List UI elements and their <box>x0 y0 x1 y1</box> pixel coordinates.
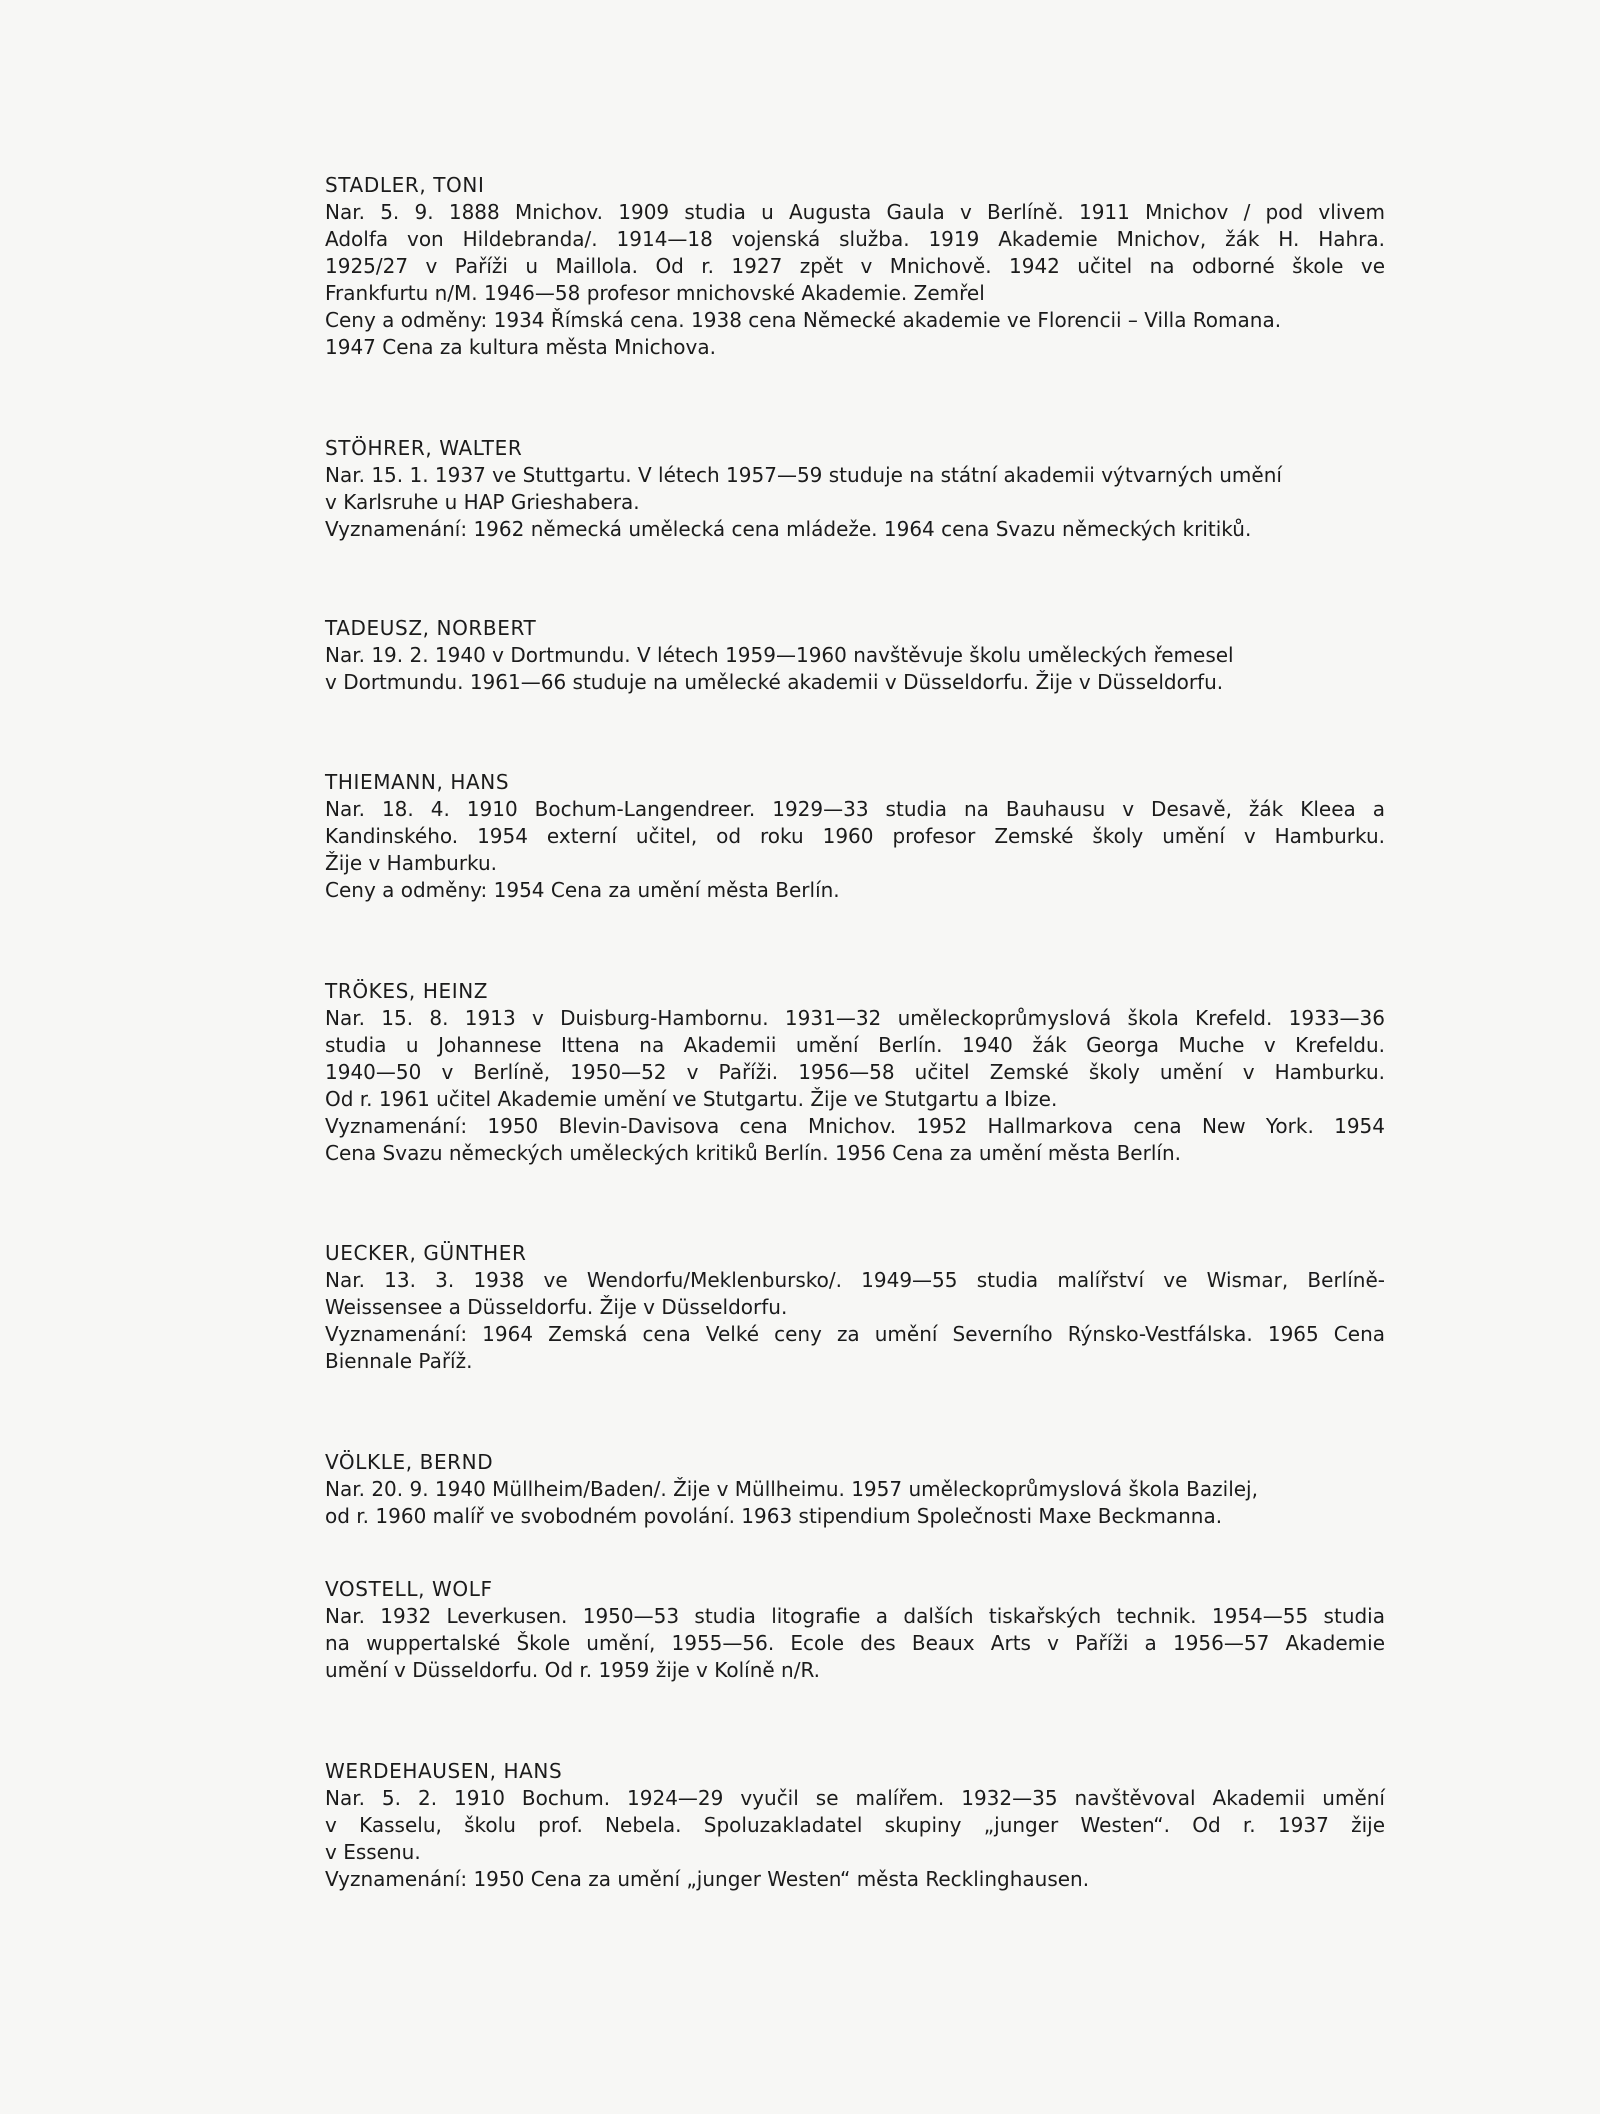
bio-line: na wuppertalské Škole umění, 1955—56. Ecole des Beaux Arts v Paříži a 1956—57 Akademie <box>325 1631 1385 1655</box>
bio-line: Frankfurtu n/M. 1946—58 profesor mnichovské Akademie. Zemřel <box>325 281 985 305</box>
artist-name: TADEUSZ, NORBERT <box>325 616 537 640</box>
artist-entry <box>325 172 1385 361</box>
bio-line: Nar. 15. 1. 1937 ve Stuttgartu. V létech 1957—59 studuje na státní akademii výtvarných umění <box>325 463 1282 487</box>
bio-line: Vyznamenání: 1950 Blevin-Davisova cena Mnichov. 1952 Hallmarkova cena New York. 1954 <box>325 1114 1385 1138</box>
bio-line: od r. 1960 malíř ve svobodném povolání. 1963 stipendium Společnosti Maxe Beckmanna. <box>325 1504 1223 1528</box>
artist-name: TRÖKES, HEINZ <box>325 979 489 1003</box>
bio-line: studia u Johannese Ittena na Akademii umění Berlín. 1940 žák Georga Muche v Krefeldu. <box>325 1033 1385 1057</box>
bio-line: Vyznamenání: 1950 Cena za umění „junger Westen“ města Recklinghausen. <box>325 1867 1090 1891</box>
artist-entry <box>325 1449 1385 1530</box>
bio-line: Ceny a odměny: 1954 Cena za umění města Berlín. <box>325 878 840 902</box>
bio-line: Nar. 20. 9. 1940 Müllheim/Baden/. Žije v Müllheimu. 1957 uměleckoprůmyslová škola Bazilej, <box>325 1477 1258 1501</box>
bio-line: v Essenu. <box>325 1840 421 1864</box>
artist-entry <box>325 435 1385 543</box>
artist-name: VOSTELL, WOLF <box>325 1577 493 1601</box>
bio-line: Biennale Paříž. <box>325 1349 473 1373</box>
bio-line: Nar. 13. 3. 1938 ve Wendorfu/Meklenbursko/. 1949—55 studia malířství ve Wismar, Berlíně- <box>325 1268 1385 1292</box>
artist-name: VÖLKLE, BERND <box>325 1450 494 1474</box>
bio-line: Vyznamenání: 1964 Zemská cena Velké ceny za umění Severního Rýnsko-Vestfálska. 1965 Cena <box>325 1322 1385 1346</box>
artist-entry <box>325 1758 1385 1893</box>
artist-entry <box>325 1576 1385 1684</box>
artist-entry <box>325 615 1385 696</box>
bio-line: Nar. 5. 9. 1888 Mnichov. 1909 studia u Augusta Gaula v Berlíně. 1911 Mnichov / pod vlivem <box>325 200 1385 224</box>
artist-name: STÖHRER, WALTER <box>325 436 523 460</box>
bio-line: Weissensee a Düsseldorfu. Žije v Düsseldorfu. <box>325 1295 788 1319</box>
artist-name: WERDEHAUSEN, HANS <box>325 1759 563 1783</box>
artist-name: UECKER, GÜNTHER <box>325 1241 527 1265</box>
bio-line: 1925/27 v Paříži u Maillola. Od r. 1927 zpět v Mnichově. 1942 učitel na odborné škole ve <box>325 254 1385 278</box>
bio-line: Kandinského. 1954 externí učitel, od roku 1960 profesor Zemské školy umění v Hamburku. <box>325 824 1385 848</box>
bio-line: Žije v Hamburku. <box>325 851 498 875</box>
bio-line: v Kasselu, školu prof. Nebela. Spoluzakladatel skupiny „junger Westen“. Od r. 1937 žije <box>325 1813 1385 1837</box>
artist-entry <box>325 1240 1385 1375</box>
artist-name: STADLER, TONI <box>325 173 485 197</box>
bio-line: Nar. 5. 2. 1910 Bochum. 1924—29 vyučil se malířem. 1932—35 navštěvoval Akademii umění <box>325 1786 1385 1810</box>
artist-entry <box>325 978 1385 1167</box>
bio-line: 1940—50 v Berlíně, 1950—52 v Paříži. 1956—58 učitel Zemské školy umění v Hamburku. <box>325 1060 1385 1084</box>
bio-line: Nar. 1932 Leverkusen. 1950—53 studia litografie a dalších tiskařských technik. 1954—55 studia <box>325 1604 1385 1628</box>
bio-line: Nar. 19. 2. 1940 v Dortmundu. V létech 1959—1960 navštěvuje školu uměleckých řemesel <box>325 643 1234 667</box>
bio-line: Vyznamenání: 1962 německá umělecká cena mládeže. 1964 cena Svazu německých kritiků. <box>325 517 1252 541</box>
bio-line: Od r. 1961 učitel Akademie umění ve Stutgartu. Žije ve Stutgartu a Ibize. <box>325 1087 1058 1111</box>
artist-biographies <box>325 172 1385 1893</box>
bio-line: Nar. 15. 8. 1913 v Duisburg-Hambornu. 1931—32 uměleckoprůmyslová škola Krefeld. 1933—36 <box>325 1006 1385 1030</box>
artist-entry <box>325 769 1385 904</box>
bio-line: 1947 Cena za kultura města Mnichova. <box>325 335 716 359</box>
bio-line: v Dortmundu. 1961—66 studuje na umělecké akademii v Düsseldorfu. Žije v Düsseldorfu. <box>325 670 1224 694</box>
bio-line: umění v Düsseldorfu. Od r. 1959 žije v Kolíně n/R. <box>325 1658 820 1682</box>
bio-line: Ceny a odměny: 1934 Římská cena. 1938 cena Německé akademie ve Florencii – Villa Romana. <box>325 308 1282 332</box>
bio-line: v Karlsruhe u HAP Grieshabera. <box>325 490 640 514</box>
bio-line: Nar. 18. 4. 1910 Bochum-Langendreer. 1929—33 studia na Bauhausu v Desavě, žák Kleea a <box>325 797 1385 821</box>
bio-line: Cena Svazu německých uměleckých kritiků Berlín. 1956 Cena za umění města Berlín. <box>325 1141 1181 1165</box>
bio-line: Adolfa von Hildebranda/. 1914—18 vojenská služba. 1919 Akademie Mnichov, žák H. Hahra. <box>325 227 1385 251</box>
artist-name: THIEMANN, HANS <box>325 770 510 794</box>
